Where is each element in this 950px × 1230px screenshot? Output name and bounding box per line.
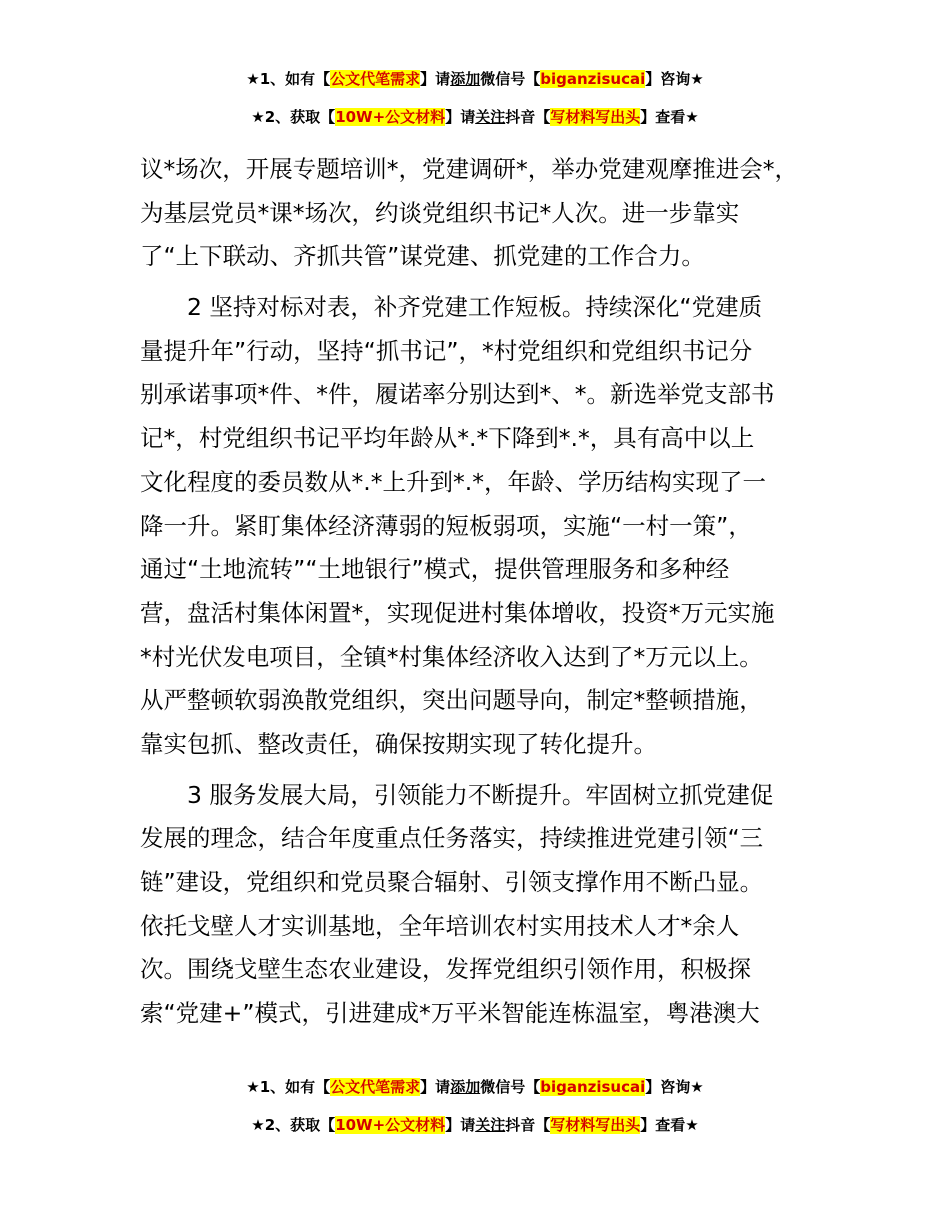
text-line: 次。围绕戈壁生态农业建设，发挥党组织引领作用，积极探 xyxy=(140,955,751,984)
promo-underlined: 关注 xyxy=(475,108,506,126)
promo-underlined: 添加 xyxy=(450,70,481,88)
promo-highlight: 公文代笔需求 xyxy=(330,70,421,88)
promo-text: ★1、如有【 xyxy=(246,1078,331,1096)
text-line: 发展的理念，结合年度重点任务落实，持续推进党建引领“三 xyxy=(140,824,764,853)
promo-text: 抖音【 xyxy=(505,108,551,126)
text-line: 通过“土地流转”“土地银行”模式，提供管理服务和多种经 xyxy=(140,555,730,584)
promo-text: 】咨询★ xyxy=(645,70,704,88)
promo-text: ★2、获取【 xyxy=(251,108,336,126)
text-line: 量提升年”行动，坚持“抓书记”，*村党组织和党组织书记分 xyxy=(140,336,753,365)
promo-highlight: 公文代笔需求 xyxy=(330,1078,421,1096)
document-body xyxy=(140,148,820,1036)
promo-text: 微信号【 xyxy=(480,1078,541,1096)
text-line: 文化程度的委员数从*.*上升到*.*，年龄、学历结构实现了一 xyxy=(140,467,766,496)
text-line: 链”建设，党组织和党员聚合辐射、引领支撑作用不断凸显。 xyxy=(140,868,764,896)
promo-text: 】请 xyxy=(420,70,451,88)
promo-underlined: 添加 xyxy=(450,1078,481,1096)
text-line: *村光伏发电项目，全镇*村集体经济收入达到了*万元以上。 xyxy=(140,642,763,671)
text-line: 了“上下联动、齐抓共管”谋党建、抓党建的工作合力。 xyxy=(140,242,705,271)
text-line: 2 坚持对标对表，补齐党建工作短板。持续深化“党建质 xyxy=(187,293,763,322)
promo-text: 】请 xyxy=(445,1116,476,1134)
paragraph-3 xyxy=(140,774,820,1036)
text-line: 别承诺事项*件、*件，履诺率分别达到*、*。新选举党支部书 xyxy=(140,380,775,409)
promo-text: 】查看★ xyxy=(640,1116,699,1134)
text-line: 营，盘活村集体闲置*，实现促进村集体增收，投资*万元实施 xyxy=(140,598,775,627)
header-promo-line-1 xyxy=(0,68,950,90)
promo-text: 】请 xyxy=(445,108,476,126)
promo-text: 微信号【 xyxy=(480,70,541,88)
text-line: 依托戈壁人才实训基地，全年培训农村实用技术人才*余人 xyxy=(140,911,740,940)
paragraph-1 xyxy=(140,148,820,279)
paragraph-2 xyxy=(140,286,820,767)
promo-text: 】请 xyxy=(420,1078,451,1096)
text-line: 降一升。紧盯集体经济薄弱的短板弱项，实施“一村一策”， xyxy=(140,511,752,540)
promo-text: 】咨询★ xyxy=(645,1078,704,1096)
promo-text: 抖音【 xyxy=(505,1116,551,1134)
promo-highlight: 10W+公文材料 xyxy=(335,1116,446,1134)
footer-promo-line-2 xyxy=(0,1114,950,1136)
header-promo-line-2 xyxy=(0,106,950,128)
promo-text: ★1、如有【 xyxy=(246,70,331,88)
text-line: 记*，村党组织书记平均年龄从*.*下降到*.*，具有高中以上 xyxy=(140,424,755,453)
text-line: 索“党建+”模式，引进建成*万平米智能连栋温室，粤港澳大 xyxy=(140,999,760,1028)
promo-highlight-wechat-id: biganzisucai xyxy=(540,1078,646,1096)
footer-promo-line-1 xyxy=(0,1076,950,1098)
text-line: 3 服务发展大局，引领能力不断提升。牢固树立抓党建促 xyxy=(187,780,774,809)
promo-text: ★2、获取【 xyxy=(251,1116,336,1134)
promo-text: 】查看★ xyxy=(640,108,699,126)
promo-highlight-douyin-id: 写材料写出头 xyxy=(550,1116,641,1134)
text-line: 靠实包抓、整改责任，确保按期实现了转化提升。 xyxy=(140,729,657,758)
promo-highlight-wechat-id: biganzisucai xyxy=(540,70,646,88)
promo-highlight: 10W+公文材料 xyxy=(335,108,446,126)
text-line: 从严整顿软弱涣散党组织，突出问题导向，制定*整顿措施， xyxy=(140,686,763,715)
text-line: 议*场次，开展专题培训*，党建调研*，举办党建观摩推进会*， xyxy=(140,155,798,183)
promo-underlined: 关注 xyxy=(475,1116,506,1134)
promo-highlight-douyin-id: 写材料写出头 xyxy=(550,108,641,126)
text-line: 为基层党员*课*场次，约谈党组织书记*人次。进一步靠实 xyxy=(140,198,740,227)
